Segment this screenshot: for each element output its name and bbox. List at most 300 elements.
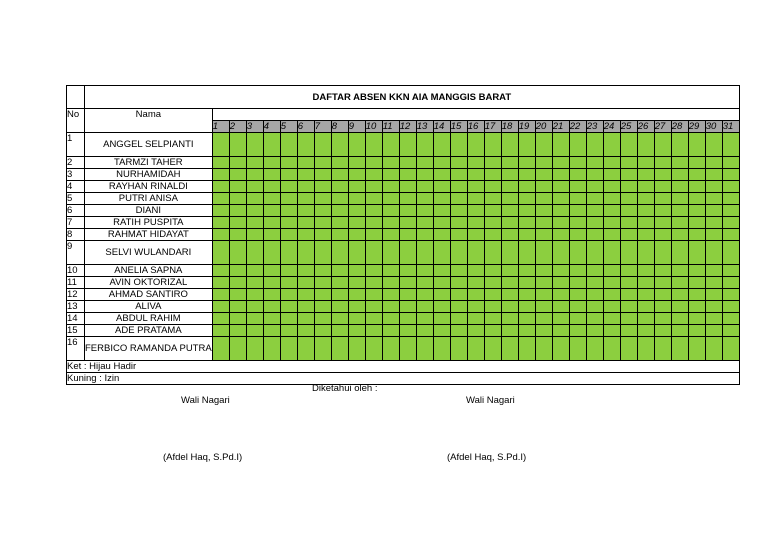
attendance-cell[interactable] (382, 229, 399, 241)
attendance-cell[interactable] (688, 133, 705, 157)
attendance-cell[interactable] (280, 205, 297, 217)
attendance-cell[interactable] (433, 181, 450, 193)
attendance-cell[interactable] (484, 217, 501, 229)
attendance-cell[interactable] (484, 229, 501, 241)
attendance-cell[interactable] (501, 205, 518, 217)
attendance-cell[interactable] (314, 313, 331, 325)
attendance-cell[interactable] (297, 301, 314, 313)
attendance-cell[interactable] (280, 313, 297, 325)
attendance-cell[interactable] (433, 277, 450, 289)
attendance-cell[interactable] (348, 289, 365, 301)
attendance-cell[interactable] (399, 313, 416, 325)
attendance-cell[interactable] (382, 193, 399, 205)
attendance-cell[interactable] (603, 217, 620, 229)
attendance-cell[interactable] (450, 313, 467, 325)
attendance-cell[interactable] (688, 205, 705, 217)
attendance-cell[interactable] (620, 217, 637, 229)
attendance-cell[interactable] (212, 133, 229, 157)
attendance-cell[interactable] (280, 181, 297, 193)
attendance-cell[interactable] (552, 265, 569, 277)
attendance-cell[interactable] (263, 157, 280, 169)
attendance-cell[interactable] (467, 313, 484, 325)
attendance-cell[interactable] (331, 277, 348, 289)
attendance-cell[interactable] (484, 301, 501, 313)
attendance-cell[interactable] (586, 301, 603, 313)
attendance-cell[interactable] (569, 265, 586, 277)
attendance-cell[interactable] (331, 301, 348, 313)
attendance-cell[interactable] (314, 289, 331, 301)
attendance-cell[interactable] (433, 325, 450, 337)
attendance-cell[interactable] (229, 241, 246, 265)
attendance-cell[interactable] (331, 313, 348, 325)
attendance-cell[interactable] (297, 325, 314, 337)
attendance-cell[interactable] (535, 217, 552, 229)
attendance-cell[interactable] (688, 337, 705, 361)
attendance-cell[interactable] (450, 325, 467, 337)
attendance-cell[interactable] (722, 193, 739, 205)
attendance-cell[interactable] (416, 325, 433, 337)
attendance-cell[interactable] (331, 337, 348, 361)
attendance-cell[interactable] (348, 181, 365, 193)
attendance-cell[interactable] (450, 289, 467, 301)
attendance-cell[interactable] (433, 265, 450, 277)
attendance-cell[interactable] (280, 133, 297, 157)
attendance-cell[interactable] (399, 205, 416, 217)
attendance-cell[interactable] (722, 241, 739, 265)
attendance-cell[interactable] (518, 265, 535, 277)
attendance-cell[interactable] (365, 313, 382, 325)
attendance-cell[interactable] (365, 205, 382, 217)
attendance-cell[interactable] (705, 193, 722, 205)
attendance-cell[interactable] (637, 181, 654, 193)
attendance-cell[interactable] (348, 169, 365, 181)
attendance-cell[interactable] (620, 289, 637, 301)
attendance-cell[interactable] (246, 169, 263, 181)
attendance-cell[interactable] (552, 289, 569, 301)
attendance-cell[interactable] (416, 289, 433, 301)
attendance-cell[interactable] (382, 277, 399, 289)
attendance-cell[interactable] (620, 229, 637, 241)
attendance-cell[interactable] (314, 301, 331, 313)
attendance-cell[interactable] (569, 193, 586, 205)
attendance-cell[interactable] (688, 229, 705, 241)
attendance-cell[interactable] (331, 193, 348, 205)
attendance-cell[interactable] (722, 277, 739, 289)
attendance-cell[interactable] (518, 169, 535, 181)
attendance-cell[interactable] (433, 289, 450, 301)
attendance-cell[interactable] (671, 301, 688, 313)
attendance-cell[interactable] (586, 325, 603, 337)
attendance-cell[interactable] (722, 313, 739, 325)
attendance-cell[interactable] (552, 313, 569, 325)
attendance-cell[interactable] (331, 205, 348, 217)
attendance-cell[interactable] (348, 325, 365, 337)
attendance-cell[interactable] (467, 205, 484, 217)
attendance-cell[interactable] (263, 325, 280, 337)
attendance-cell[interactable] (671, 181, 688, 193)
attendance-cell[interactable] (722, 325, 739, 337)
attendance-cell[interactable] (229, 157, 246, 169)
attendance-cell[interactable] (297, 217, 314, 229)
attendance-cell[interactable] (637, 265, 654, 277)
attendance-cell[interactable] (331, 169, 348, 181)
attendance-cell[interactable] (552, 301, 569, 313)
attendance-cell[interactable] (365, 241, 382, 265)
attendance-cell[interactable] (280, 325, 297, 337)
attendance-cell[interactable] (433, 217, 450, 229)
attendance-cell[interactable] (280, 229, 297, 241)
attendance-cell[interactable] (637, 157, 654, 169)
attendance-cell[interactable] (229, 277, 246, 289)
attendance-cell[interactable] (535, 133, 552, 157)
attendance-cell[interactable] (263, 217, 280, 229)
attendance-cell[interactable] (535, 289, 552, 301)
attendance-cell[interactable] (518, 313, 535, 325)
attendance-cell[interactable] (586, 265, 603, 277)
attendance-cell[interactable] (586, 205, 603, 217)
attendance-cell[interactable] (569, 181, 586, 193)
attendance-cell[interactable] (501, 133, 518, 157)
attendance-cell[interactable] (467, 337, 484, 361)
attendance-cell[interactable] (518, 133, 535, 157)
attendance-cell[interactable] (246, 133, 263, 157)
attendance-cell[interactable] (535, 181, 552, 193)
attendance-cell[interactable] (705, 157, 722, 169)
attendance-cell[interactable] (501, 169, 518, 181)
attendance-cell[interactable] (229, 193, 246, 205)
attendance-cell[interactable] (671, 325, 688, 337)
attendance-cell[interactable] (569, 157, 586, 169)
attendance-cell[interactable] (637, 337, 654, 361)
attendance-cell[interactable] (348, 277, 365, 289)
attendance-cell[interactable] (552, 133, 569, 157)
attendance-cell[interactable] (484, 133, 501, 157)
attendance-cell[interactable] (297, 205, 314, 217)
attendance-cell[interactable] (433, 157, 450, 169)
attendance-cell[interactable] (348, 133, 365, 157)
attendance-cell[interactable] (297, 337, 314, 361)
attendance-cell[interactable] (280, 289, 297, 301)
attendance-cell[interactable] (246, 325, 263, 337)
attendance-cell[interactable] (416, 217, 433, 229)
attendance-cell[interactable] (314, 217, 331, 229)
attendance-cell[interactable] (331, 217, 348, 229)
attendance-cell[interactable] (382, 337, 399, 361)
attendance-cell[interactable] (671, 265, 688, 277)
attendance-cell[interactable] (416, 181, 433, 193)
attendance-cell[interactable] (620, 241, 637, 265)
attendance-cell[interactable] (688, 241, 705, 265)
attendance-cell[interactable] (467, 157, 484, 169)
attendance-cell[interactable] (688, 169, 705, 181)
attendance-cell[interactable] (331, 265, 348, 277)
attendance-cell[interactable] (603, 241, 620, 265)
attendance-cell[interactable] (382, 133, 399, 157)
attendance-cell[interactable] (535, 205, 552, 217)
attendance-cell[interactable] (467, 265, 484, 277)
attendance-cell[interactable] (229, 229, 246, 241)
attendance-cell[interactable] (654, 289, 671, 301)
attendance-cell[interactable] (484, 277, 501, 289)
attendance-cell[interactable] (450, 337, 467, 361)
attendance-cell[interactable] (348, 265, 365, 277)
attendance-cell[interactable] (246, 289, 263, 301)
attendance-cell[interactable] (569, 313, 586, 325)
attendance-cell[interactable] (297, 289, 314, 301)
attendance-cell[interactable] (365, 229, 382, 241)
attendance-cell[interactable] (501, 181, 518, 193)
attendance-cell[interactable] (212, 157, 229, 169)
attendance-cell[interactable] (433, 229, 450, 241)
attendance-cell[interactable] (705, 133, 722, 157)
attendance-cell[interactable] (620, 325, 637, 337)
attendance-cell[interactable] (603, 313, 620, 325)
attendance-cell[interactable] (722, 301, 739, 313)
attendance-cell[interactable] (246, 229, 263, 241)
attendance-cell[interactable] (212, 229, 229, 241)
attendance-cell[interactable] (348, 193, 365, 205)
attendance-cell[interactable] (433, 169, 450, 181)
attendance-cell[interactable] (467, 133, 484, 157)
attendance-cell[interactable] (365, 301, 382, 313)
attendance-cell[interactable] (654, 169, 671, 181)
attendance-cell[interactable] (314, 205, 331, 217)
attendance-cell[interactable] (552, 241, 569, 265)
attendance-cell[interactable] (654, 277, 671, 289)
attendance-cell[interactable] (535, 169, 552, 181)
attendance-cell[interactable] (450, 217, 467, 229)
attendance-cell[interactable] (688, 289, 705, 301)
attendance-cell[interactable] (501, 277, 518, 289)
attendance-cell[interactable] (331, 325, 348, 337)
attendance-cell[interactable] (263, 301, 280, 313)
attendance-cell[interactable] (212, 325, 229, 337)
attendance-cell[interactable] (450, 277, 467, 289)
attendance-cell[interactable] (365, 337, 382, 361)
attendance-cell[interactable] (671, 217, 688, 229)
attendance-cell[interactable] (263, 133, 280, 157)
attendance-cell[interactable] (620, 301, 637, 313)
attendance-cell[interactable] (280, 193, 297, 205)
attendance-cell[interactable] (246, 181, 263, 193)
attendance-cell[interactable] (535, 193, 552, 205)
attendance-cell[interactable] (484, 181, 501, 193)
attendance-cell[interactable] (501, 289, 518, 301)
attendance-cell[interactable] (620, 313, 637, 325)
attendance-cell[interactable] (348, 337, 365, 361)
attendance-cell[interactable] (518, 181, 535, 193)
attendance-cell[interactable] (637, 169, 654, 181)
attendance-cell[interactable] (620, 181, 637, 193)
attendance-cell[interactable] (484, 205, 501, 217)
attendance-cell[interactable] (722, 265, 739, 277)
attendance-cell[interactable] (212, 181, 229, 193)
attendance-cell[interactable] (416, 205, 433, 217)
attendance-cell[interactable] (416, 193, 433, 205)
attendance-cell[interactable] (484, 193, 501, 205)
attendance-cell[interactable] (365, 181, 382, 193)
attendance-cell[interactable] (467, 169, 484, 181)
attendance-cell[interactable] (603, 157, 620, 169)
attendance-cell[interactable] (263, 205, 280, 217)
attendance-cell[interactable] (705, 277, 722, 289)
attendance-cell[interactable] (705, 313, 722, 325)
attendance-cell[interactable] (552, 157, 569, 169)
attendance-cell[interactable] (382, 241, 399, 265)
attendance-cell[interactable] (722, 169, 739, 181)
attendance-cell[interactable] (348, 229, 365, 241)
attendance-cell[interactable] (654, 265, 671, 277)
attendance-cell[interactable] (212, 265, 229, 277)
attendance-cell[interactable] (688, 265, 705, 277)
attendance-cell[interactable] (586, 169, 603, 181)
attendance-cell[interactable] (399, 325, 416, 337)
attendance-cell[interactable] (552, 217, 569, 229)
attendance-cell[interactable] (688, 313, 705, 325)
attendance-cell[interactable] (263, 241, 280, 265)
attendance-cell[interactable] (586, 193, 603, 205)
attendance-cell[interactable] (416, 277, 433, 289)
attendance-cell[interactable] (365, 133, 382, 157)
attendance-cell[interactable] (654, 193, 671, 205)
attendance-cell[interactable] (688, 217, 705, 229)
attendance-cell[interactable] (722, 337, 739, 361)
attendance-cell[interactable] (484, 157, 501, 169)
attendance-cell[interactable] (450, 241, 467, 265)
attendance-cell[interactable] (688, 277, 705, 289)
attendance-cell[interactable] (671, 133, 688, 157)
attendance-cell[interactable] (722, 205, 739, 217)
attendance-cell[interactable] (348, 157, 365, 169)
attendance-cell[interactable] (467, 301, 484, 313)
attendance-cell[interactable] (620, 157, 637, 169)
attendance-cell[interactable] (331, 289, 348, 301)
attendance-cell[interactable] (501, 265, 518, 277)
attendance-cell[interactable] (280, 277, 297, 289)
attendance-cell[interactable] (433, 337, 450, 361)
attendance-cell[interactable] (467, 181, 484, 193)
attendance-cell[interactable] (620, 265, 637, 277)
attendance-cell[interactable] (620, 169, 637, 181)
attendance-cell[interactable] (688, 181, 705, 193)
attendance-cell[interactable] (705, 181, 722, 193)
attendance-cell[interactable] (518, 217, 535, 229)
attendance-cell[interactable] (382, 217, 399, 229)
attendance-cell[interactable] (705, 325, 722, 337)
attendance-cell[interactable] (416, 337, 433, 361)
attendance-cell[interactable] (535, 157, 552, 169)
attendance-cell[interactable] (671, 277, 688, 289)
attendance-cell[interactable] (569, 133, 586, 157)
attendance-cell[interactable] (688, 157, 705, 169)
attendance-cell[interactable] (399, 337, 416, 361)
attendance-cell[interactable] (331, 241, 348, 265)
attendance-cell[interactable] (314, 157, 331, 169)
attendance-cell[interactable] (212, 301, 229, 313)
attendance-cell[interactable] (399, 241, 416, 265)
attendance-cell[interactable] (705, 229, 722, 241)
attendance-cell[interactable] (637, 229, 654, 241)
attendance-cell[interactable] (637, 289, 654, 301)
attendance-cell[interactable] (569, 241, 586, 265)
attendance-cell[interactable] (654, 313, 671, 325)
attendance-cell[interactable] (552, 229, 569, 241)
attendance-cell[interactable] (637, 205, 654, 217)
attendance-cell[interactable] (637, 277, 654, 289)
attendance-cell[interactable] (314, 133, 331, 157)
attendance-cell[interactable] (586, 229, 603, 241)
attendance-cell[interactable] (484, 325, 501, 337)
attendance-cell[interactable] (450, 205, 467, 217)
attendance-cell[interactable] (586, 181, 603, 193)
attendance-cell[interactable] (654, 229, 671, 241)
attendance-cell[interactable] (382, 289, 399, 301)
attendance-cell[interactable] (518, 277, 535, 289)
attendance-cell[interactable] (365, 289, 382, 301)
attendance-cell[interactable] (212, 193, 229, 205)
attendance-cell[interactable] (535, 301, 552, 313)
attendance-cell[interactable] (450, 265, 467, 277)
attendance-cell[interactable] (433, 205, 450, 217)
attendance-cell[interactable] (331, 133, 348, 157)
attendance-cell[interactable] (603, 337, 620, 361)
attendance-cell[interactable] (603, 181, 620, 193)
attendance-cell[interactable] (467, 277, 484, 289)
attendance-cell[interactable] (535, 277, 552, 289)
attendance-cell[interactable] (212, 241, 229, 265)
attendance-cell[interactable] (246, 337, 263, 361)
attendance-cell[interactable] (450, 157, 467, 169)
attendance-cell[interactable] (280, 337, 297, 361)
attendance-cell[interactable] (433, 301, 450, 313)
attendance-cell[interactable] (229, 169, 246, 181)
attendance-cell[interactable] (382, 265, 399, 277)
attendance-cell[interactable] (416, 229, 433, 241)
attendance-cell[interactable] (229, 289, 246, 301)
attendance-cell[interactable] (586, 313, 603, 325)
attendance-cell[interactable] (263, 265, 280, 277)
attendance-cell[interactable] (382, 169, 399, 181)
attendance-cell[interactable] (722, 181, 739, 193)
attendance-cell[interactable] (535, 325, 552, 337)
attendance-cell[interactable] (569, 217, 586, 229)
attendance-cell[interactable] (229, 133, 246, 157)
attendance-cell[interactable] (569, 325, 586, 337)
attendance-cell[interactable] (637, 241, 654, 265)
attendance-cell[interactable] (348, 313, 365, 325)
attendance-cell[interactable] (484, 169, 501, 181)
attendance-cell[interactable] (229, 265, 246, 277)
attendance-cell[interactable] (671, 337, 688, 361)
attendance-cell[interactable] (365, 217, 382, 229)
attendance-cell[interactable] (229, 337, 246, 361)
attendance-cell[interactable] (620, 337, 637, 361)
attendance-cell[interactable] (348, 301, 365, 313)
attendance-cell[interactable] (382, 205, 399, 217)
attendance-cell[interactable] (263, 229, 280, 241)
attendance-cell[interactable] (705, 217, 722, 229)
attendance-cell[interactable] (654, 181, 671, 193)
attendance-cell[interactable] (501, 337, 518, 361)
attendance-cell[interactable] (569, 205, 586, 217)
attendance-cell[interactable] (603, 325, 620, 337)
attendance-cell[interactable] (654, 301, 671, 313)
attendance-cell[interactable] (212, 277, 229, 289)
attendance-cell[interactable] (246, 265, 263, 277)
attendance-cell[interactable] (484, 337, 501, 361)
attendance-cell[interactable] (586, 277, 603, 289)
attendance-cell[interactable] (501, 313, 518, 325)
